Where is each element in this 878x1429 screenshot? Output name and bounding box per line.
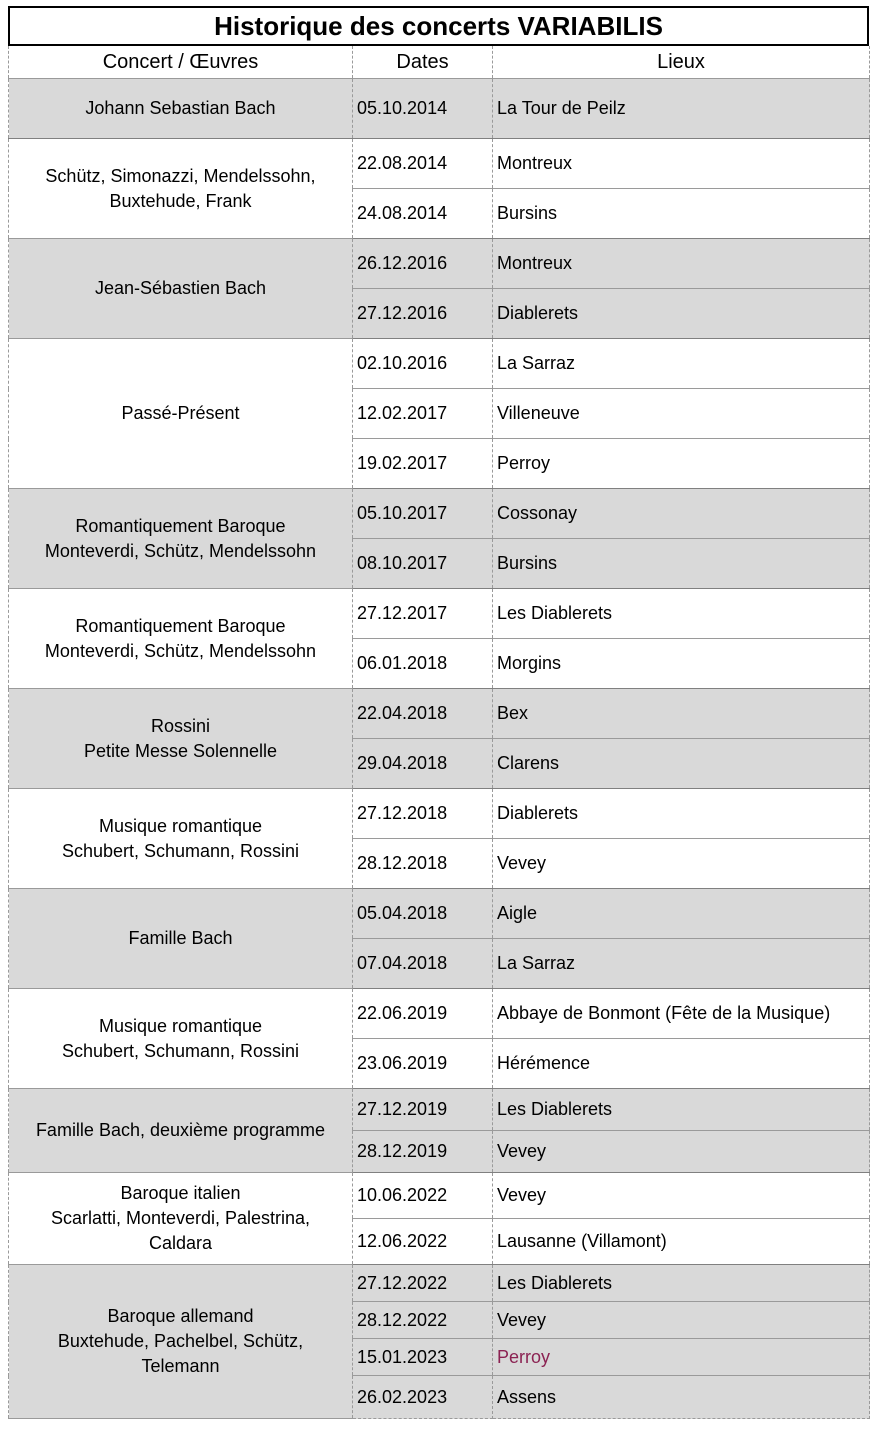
table-row — [9, 139, 870, 189]
place-cell: Bursins — [493, 539, 870, 589]
concert-program-line: Rossini — [150, 715, 211, 736]
place-cell: Villeneuve — [493, 389, 870, 439]
concert-program-cell — [9, 1173, 353, 1265]
concert-program-line: Musique romantique — [98, 1015, 263, 1036]
place-cell: Diablerets — [493, 789, 870, 839]
concert-program-line: Monteverdi, Schütz, Mendelssohn — [44, 640, 317, 661]
concert-table — [8, 46, 870, 1419]
date-cell: 27.12.2016 — [353, 289, 493, 339]
date-cell: 27.12.2022 — [353, 1265, 493, 1302]
place-cell: Montreux — [493, 239, 870, 289]
place-cell: Perroy — [493, 1339, 870, 1376]
place-cell: Clarens — [493, 739, 870, 789]
concert-program-line: Petite Messe Solennelle — [83, 740, 278, 761]
concert-program-line: Telemann — [141, 1356, 220, 1376]
concert-history-sheet — [8, 6, 869, 1419]
date-cell: 10.06.2022 — [353, 1173, 493, 1219]
place-cell: Vevey — [493, 1131, 870, 1173]
concert-program-cell — [9, 239, 353, 339]
date-cell: 22.04.2018 — [353, 689, 493, 739]
date-cell: 29.04.2018 — [353, 739, 493, 789]
concert-program-line: Baroque allemand — [107, 1306, 254, 1326]
date-cell: 15.01.2023 — [353, 1339, 493, 1376]
place-cell: Cossonay — [493, 489, 870, 539]
date-cell: 28.12.2018 — [353, 839, 493, 889]
concert-program-line: Schubert, Schumann, Rossini — [61, 1040, 300, 1061]
place-cell: Lausanne (Villamont) — [493, 1219, 870, 1265]
date-cell: 06.01.2018 — [353, 639, 493, 689]
table-row — [9, 1089, 870, 1131]
concert-program-cell — [9, 889, 353, 989]
place-cell: Les Diablerets — [493, 589, 870, 639]
concert-program-cell — [9, 339, 353, 489]
place-cell: Les Diablerets — [493, 1265, 870, 1302]
concert-program-cell — [9, 79, 353, 139]
date-cell: 05.10.2017 — [353, 489, 493, 539]
date-cell: 27.12.2018 — [353, 789, 493, 839]
concert-program-line: Passé-Présent — [121, 403, 240, 423]
concert-program-cell — [9, 139, 353, 239]
concert-program-cell — [9, 1265, 353, 1419]
table-row — [9, 489, 870, 539]
place-cell: Vevey — [493, 1173, 870, 1219]
concert-program-line: Famille Bach, deuxième programme — [35, 1120, 326, 1140]
place-cell: Bursins — [493, 189, 870, 239]
place-cell: Aigle — [493, 889, 870, 939]
date-cell: 26.02.2023 — [353, 1376, 493, 1419]
concert-program-line: Caldara — [148, 1233, 213, 1253]
table-row — [9, 789, 870, 839]
place-cell: Montreux — [493, 139, 870, 189]
concert-program-line: Musique romantique — [98, 815, 263, 836]
concert-program-line: Famille Bach — [128, 928, 233, 948]
table-row — [9, 239, 870, 289]
date-cell: 02.10.2016 — [353, 339, 493, 389]
concert-program-line: Schubert, Schumann, Rossini — [61, 840, 300, 861]
header-lieux: Lieux — [493, 46, 870, 79]
concert-program-cell — [9, 689, 353, 789]
place-cell: Vevey — [493, 1302, 870, 1339]
date-cell: 28.12.2019 — [353, 1131, 493, 1173]
date-cell: 05.10.2014 — [353, 79, 493, 139]
date-cell: 27.12.2019 — [353, 1089, 493, 1131]
concert-program-line: Buxtehude, Frank — [109, 190, 252, 211]
table-row — [9, 1173, 870, 1219]
concert-program-line: Johann Sebastian Bach — [85, 98, 276, 118]
concert-program-cell — [9, 789, 353, 889]
concert-table-body — [9, 79, 870, 1419]
place-cell: Abbaye de Bonmont (Fête de la Musique) — [493, 989, 870, 1039]
place-cell: Morgins — [493, 639, 870, 689]
date-cell: 05.04.2018 — [353, 889, 493, 939]
concert-program-line: Romantiquement Baroque — [75, 515, 286, 536]
place-cell: Perroy — [493, 439, 870, 489]
concert-program-cell — [9, 489, 353, 589]
place-cell: Les Diablerets — [493, 1089, 870, 1131]
date-cell: 07.04.2018 — [353, 939, 493, 989]
concert-program-line: Baroque italien — [120, 1183, 241, 1203]
table-row — [9, 689, 870, 739]
concert-program-line: Scarlatti, Monteverdi, Palestrina, — [50, 1208, 311, 1228]
date-cell: 22.08.2014 — [353, 139, 493, 189]
header-row — [9, 46, 870, 79]
concert-program-line: Monteverdi, Schütz, Mendelssohn — [44, 540, 317, 561]
header-concert: Concert / Œuvres — [9, 46, 353, 79]
place-cell: Vevey — [493, 839, 870, 889]
concert-program-line: Romantiquement Baroque — [75, 615, 286, 636]
date-cell: 26.12.2016 — [353, 239, 493, 289]
date-cell: 28.12.2022 — [353, 1302, 493, 1339]
date-cell: 12.02.2017 — [353, 389, 493, 439]
header-dates: Dates — [353, 46, 493, 79]
place-cell: Assens — [493, 1376, 870, 1419]
place-cell: Hérémence — [493, 1039, 870, 1089]
date-cell: 22.06.2019 — [353, 989, 493, 1039]
table-row — [9, 589, 870, 639]
concert-program-line: Buxtehude, Pachelbel, Schütz, — [57, 1331, 304, 1351]
place-cell: La Tour de Peilz — [493, 79, 870, 139]
place-cell: La Sarraz — [493, 939, 870, 989]
date-cell: 23.06.2019 — [353, 1039, 493, 1089]
table-row — [9, 339, 870, 389]
table-row — [9, 1265, 870, 1302]
table-row — [9, 989, 870, 1039]
concert-program-cell — [9, 1089, 353, 1173]
table-row — [9, 889, 870, 939]
place-cell: Diablerets — [493, 289, 870, 339]
concert-program-line: Jean-Sébastien Bach — [94, 278, 267, 298]
place-cell: La Sarraz — [493, 339, 870, 389]
table-row — [9, 79, 870, 139]
date-cell: 19.02.2017 — [353, 439, 493, 489]
sheet-title: Historique des concerts VARIABILIS — [8, 6, 869, 46]
date-cell: 12.06.2022 — [353, 1219, 493, 1265]
concert-program-cell — [9, 989, 353, 1089]
concert-program-cell — [9, 589, 353, 689]
date-cell: 24.08.2014 — [353, 189, 493, 239]
date-cell: 27.12.2017 — [353, 589, 493, 639]
concert-program-line: Schütz, Simonazzi, Mendelssohn, — [45, 165, 316, 186]
date-cell: 08.10.2017 — [353, 539, 493, 589]
place-cell: Bex — [493, 689, 870, 739]
